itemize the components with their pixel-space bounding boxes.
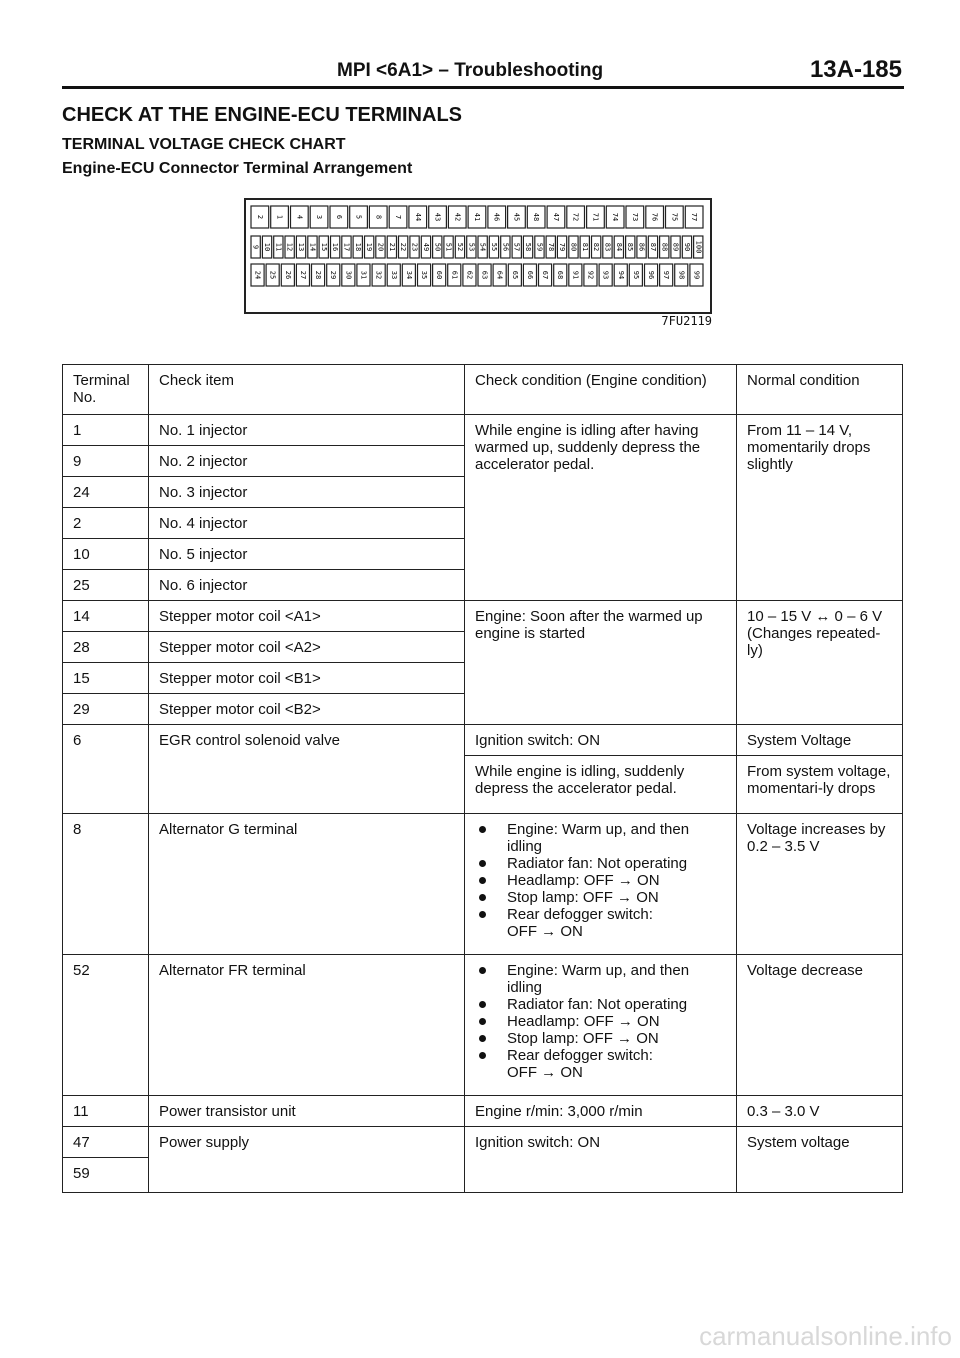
terminal-label: 79	[558, 242, 567, 252]
terminal-label: 61	[450, 270, 459, 280]
terminal-label: 67	[541, 270, 550, 280]
terminal-label: 35	[420, 270, 428, 280]
terminal-no: 59	[63, 1158, 149, 1193]
terminal-no: 24	[63, 477, 149, 508]
terminal-label: 68	[556, 270, 565, 280]
terminal-label: 92	[586, 270, 595, 280]
col-terminal: Terminal No.	[63, 365, 149, 415]
terminal-label: 95	[631, 270, 640, 280]
condition-bullet: Radiator fan: Not operating	[475, 855, 728, 872]
check-item: No. 1 injector	[149, 415, 465, 446]
terminal-no: 52	[63, 955, 149, 1096]
terminal-no: 1	[63, 415, 149, 446]
terminal-label: 93	[601, 270, 610, 280]
terminal-label: 91	[571, 270, 580, 280]
normal-condition: System voltage	[737, 1127, 903, 1193]
terminal-label: 71	[591, 212, 600, 222]
terminal-label: 5	[354, 214, 363, 220]
terminal-label: 54	[478, 242, 487, 252]
connector-diagram	[244, 198, 712, 328]
terminal-label: 59	[535, 242, 544, 252]
terminal-label: 98	[677, 270, 686, 280]
check-condition: While engine is idling, suddenly depress the accelerator pedal.	[465, 756, 737, 814]
terminal-label: 1	[275, 214, 284, 220]
check-condition	[465, 814, 737, 955]
normal-condition: 10 – 15 V ↔ 0 – 6 V (Changes repeated-ly)	[737, 601, 903, 725]
terminal-voltage-table	[62, 364, 903, 1193]
terminal-label: 18	[353, 242, 362, 252]
terminal-no: 9	[63, 446, 149, 477]
terminal-label: 13	[297, 242, 306, 252]
terminal-label: 33	[389, 270, 398, 280]
check-condition: Engine r/min: 3,000 r/min	[465, 1096, 737, 1127]
col-normal-condition: Normal condition	[737, 365, 903, 415]
check-item: No. 4 injector	[149, 508, 465, 539]
terminal-label: 51	[444, 242, 453, 252]
connector-terminal-arrangement	[244, 198, 712, 314]
check-item: No. 6 injector	[149, 570, 465, 601]
terminal-label: 21	[387, 242, 396, 252]
terminal-label: 52	[456, 242, 464, 252]
terminal-label: 26	[283, 270, 292, 280]
terminal-label: 72	[571, 212, 580, 222]
normal-condition: From 11 – 14 V, momentarily drops slightly	[737, 415, 903, 601]
terminal-label: 99	[692, 270, 701, 280]
condition-bullet: Headlamp: OFF → ON	[475, 872, 728, 889]
table-row	[63, 601, 903, 632]
terminal-label: 14	[308, 242, 317, 252]
terminal-no: 14	[63, 601, 149, 632]
check-condition	[465, 955, 737, 1096]
terminal-label: 45	[512, 212, 521, 222]
terminal-label: 62	[465, 270, 474, 280]
check-item: Power transistor unit	[149, 1096, 465, 1127]
terminal-label: 80	[569, 242, 578, 252]
terminal-label: 30	[344, 270, 353, 280]
col-check-item: Check item	[149, 365, 465, 415]
table-row	[63, 1127, 903, 1158]
terminal-label: 22	[399, 242, 408, 252]
terminal-label: 87	[648, 242, 657, 252]
normal-condition: 0.3 – 3.0 V	[737, 1096, 903, 1127]
terminal-label: 58	[524, 242, 533, 252]
terminal-label: 75	[670, 212, 679, 222]
terminal-label: 23	[410, 242, 419, 252]
terminal-label: 43	[433, 212, 442, 222]
chart-title: TERMINAL VOLTAGE CHECK CHART	[62, 136, 346, 153]
section-title: CHECK AT THE ENGINE-ECU TERMINALS	[62, 104, 462, 126]
terminal-label: 56	[501, 242, 510, 252]
condition-bullet: Engine: Warm up, and then idling	[475, 821, 728, 855]
terminal-label: 83	[603, 242, 612, 252]
terminal-label: 84	[614, 242, 623, 252]
terminal-no: 10	[63, 539, 149, 570]
terminal-label: 8	[374, 214, 383, 220]
terminal-label: 28	[314, 270, 323, 280]
terminal-label: 31	[359, 270, 368, 280]
terminal-no: 11	[63, 1096, 149, 1127]
terminal-label: 73	[630, 212, 639, 222]
normal-condition: Voltage increases by 0.2 – 3.5 V	[737, 814, 903, 955]
check-item: Alternator FR terminal	[149, 955, 465, 1096]
terminal-label: 100	[694, 240, 703, 254]
terminal-label: 12	[285, 242, 294, 252]
condition-bullet: Rear defogger switch:	[475, 1047, 728, 1064]
terminal-label: 60	[435, 270, 444, 280]
terminal-label: 66	[526, 270, 534, 280]
header-title: MPI <6A1> – Troubleshooting	[337, 60, 604, 81]
col-check-condition: Check condition (Engine condition)	[465, 365, 737, 415]
condition-bullet: Engine: Warm up, and then idling	[475, 962, 728, 996]
terminal-label: 76	[650, 212, 659, 222]
terminal-label: 82	[592, 242, 601, 252]
check-item: Alternator G terminal	[149, 814, 465, 955]
normal-condition: System Voltage	[737, 725, 903, 756]
check-item: EGR control solenoid valve	[149, 725, 465, 814]
terminal-label: 25	[268, 270, 277, 280]
terminal-label: 94	[616, 270, 625, 280]
terminal-label: 47	[552, 212, 560, 222]
terminal-label: 53	[467, 242, 476, 252]
check-item: Stepper motor coil <B2>	[149, 694, 465, 725]
check-item: Stepper motor coil <B1>	[149, 663, 465, 694]
terminal-label: 48	[532, 212, 541, 222]
terminal-label: 88	[660, 242, 669, 252]
check-item: No. 5 injector	[149, 539, 465, 570]
figure-caption: Engine-ECU Connector Terminal Arrangement	[62, 160, 413, 177]
terminal-label: 10	[263, 242, 271, 252]
normal-condition: Voltage decrease	[737, 955, 903, 1096]
condition-bullet: Radiator fan: Not operating	[475, 996, 728, 1013]
normal-condition: From system voltage, momentari-ly drops	[737, 756, 903, 814]
terminal-label: 90	[683, 242, 691, 252]
terminal-label: 78	[546, 242, 555, 252]
check-item: No. 2 injector	[149, 446, 465, 477]
check-condition: Ignition switch: ON	[465, 725, 737, 756]
terminal-label: 27	[299, 270, 307, 280]
check-item: Stepper motor coil <A1>	[149, 601, 465, 632]
table-row	[63, 725, 903, 756]
figure-code: 7FU2119	[661, 314, 712, 328]
terminal-label: 74	[611, 212, 620, 222]
terminal-label: 63	[480, 270, 489, 280]
terminal-label: 57	[512, 242, 521, 252]
check-condition: Engine: Soon after the warmed up engine is started	[465, 601, 737, 725]
terminal-no: 15	[63, 663, 149, 694]
terminal-label: 97	[662, 270, 671, 280]
terminal-label: 29	[329, 270, 338, 280]
terminal-label: 17	[342, 242, 351, 252]
terminal-label: 16	[331, 242, 340, 252]
check-item: No. 3 injector	[149, 477, 465, 508]
terminal-label: 7	[394, 214, 402, 220]
condition-list	[475, 821, 728, 940]
terminal-label: 34	[404, 270, 413, 280]
terminal-label: 11	[274, 242, 283, 252]
terminal-label: 4	[295, 214, 304, 220]
terminal-label: 44	[413, 212, 422, 222]
terminal-label: 50	[433, 242, 442, 252]
terminal-no: 28	[63, 632, 149, 663]
terminal-label: 81	[580, 242, 589, 252]
terminal-label: 20	[376, 242, 385, 252]
condition-continuation: OFF → ON	[507, 1064, 583, 1081]
terminal-label: 9	[251, 244, 260, 250]
page-header	[62, 58, 904, 88]
condition-list	[475, 962, 728, 1081]
terminal-label: 6	[334, 214, 343, 220]
table-row	[63, 814, 903, 955]
watermark: carmanualsonline.info	[699, 1321, 952, 1351]
terminal-label: 42	[453, 212, 462, 222]
condition-bullet: Stop lamp: OFF → ON	[475, 1030, 728, 1047]
condition-bullet: Headlamp: OFF → ON	[475, 1013, 728, 1030]
check-item: Power supply	[149, 1127, 465, 1193]
condition-bullet: Stop lamp: OFF → ON	[475, 889, 728, 906]
header-rule	[62, 86, 904, 89]
terminal-no: 29	[63, 694, 149, 725]
table-row	[63, 1096, 903, 1127]
check-condition: Ignition switch: ON	[465, 1127, 737, 1193]
table-row	[63, 955, 903, 1096]
terminal-label: 32	[374, 270, 383, 280]
terminal-label: 55	[490, 242, 498, 252]
terminal-label: 24	[253, 270, 262, 280]
check-item: Stepper motor coil <A2>	[149, 632, 465, 663]
table-header-row	[63, 365, 903, 415]
terminal-label: 96	[647, 270, 655, 280]
terminal-label: 86	[637, 242, 646, 252]
page-number: 13A-185	[809, 56, 902, 83]
terminal-no: 6	[63, 725, 149, 814]
terminal-label: 19	[365, 242, 374, 252]
terminal-no: 47	[63, 1127, 149, 1158]
terminal-label: 64	[495, 270, 504, 280]
terminal-label: 77	[690, 212, 699, 222]
terminal-label: 2	[255, 214, 264, 220]
terminal-label: 41	[473, 212, 481, 222]
table-row	[63, 415, 903, 446]
terminal-label: 89	[671, 242, 680, 252]
terminal-no: 25	[63, 570, 149, 601]
terminal-label: 46	[492, 212, 501, 222]
check-condition: While engine is idling after having warmed up, suddenly depress the accelerator pedal.	[465, 415, 737, 601]
condition-continuation: OFF → ON	[507, 923, 583, 940]
terminal-no: 2	[63, 508, 149, 539]
terminal-label: 3	[315, 214, 324, 220]
condition-bullet: Rear defogger switch:	[475, 906, 728, 923]
terminal-label: 49	[421, 242, 430, 252]
terminal-no: 8	[63, 814, 149, 955]
terminal-label: 85	[626, 242, 635, 252]
terminal-label: 65	[510, 270, 519, 280]
terminal-label: 15	[319, 242, 328, 252]
